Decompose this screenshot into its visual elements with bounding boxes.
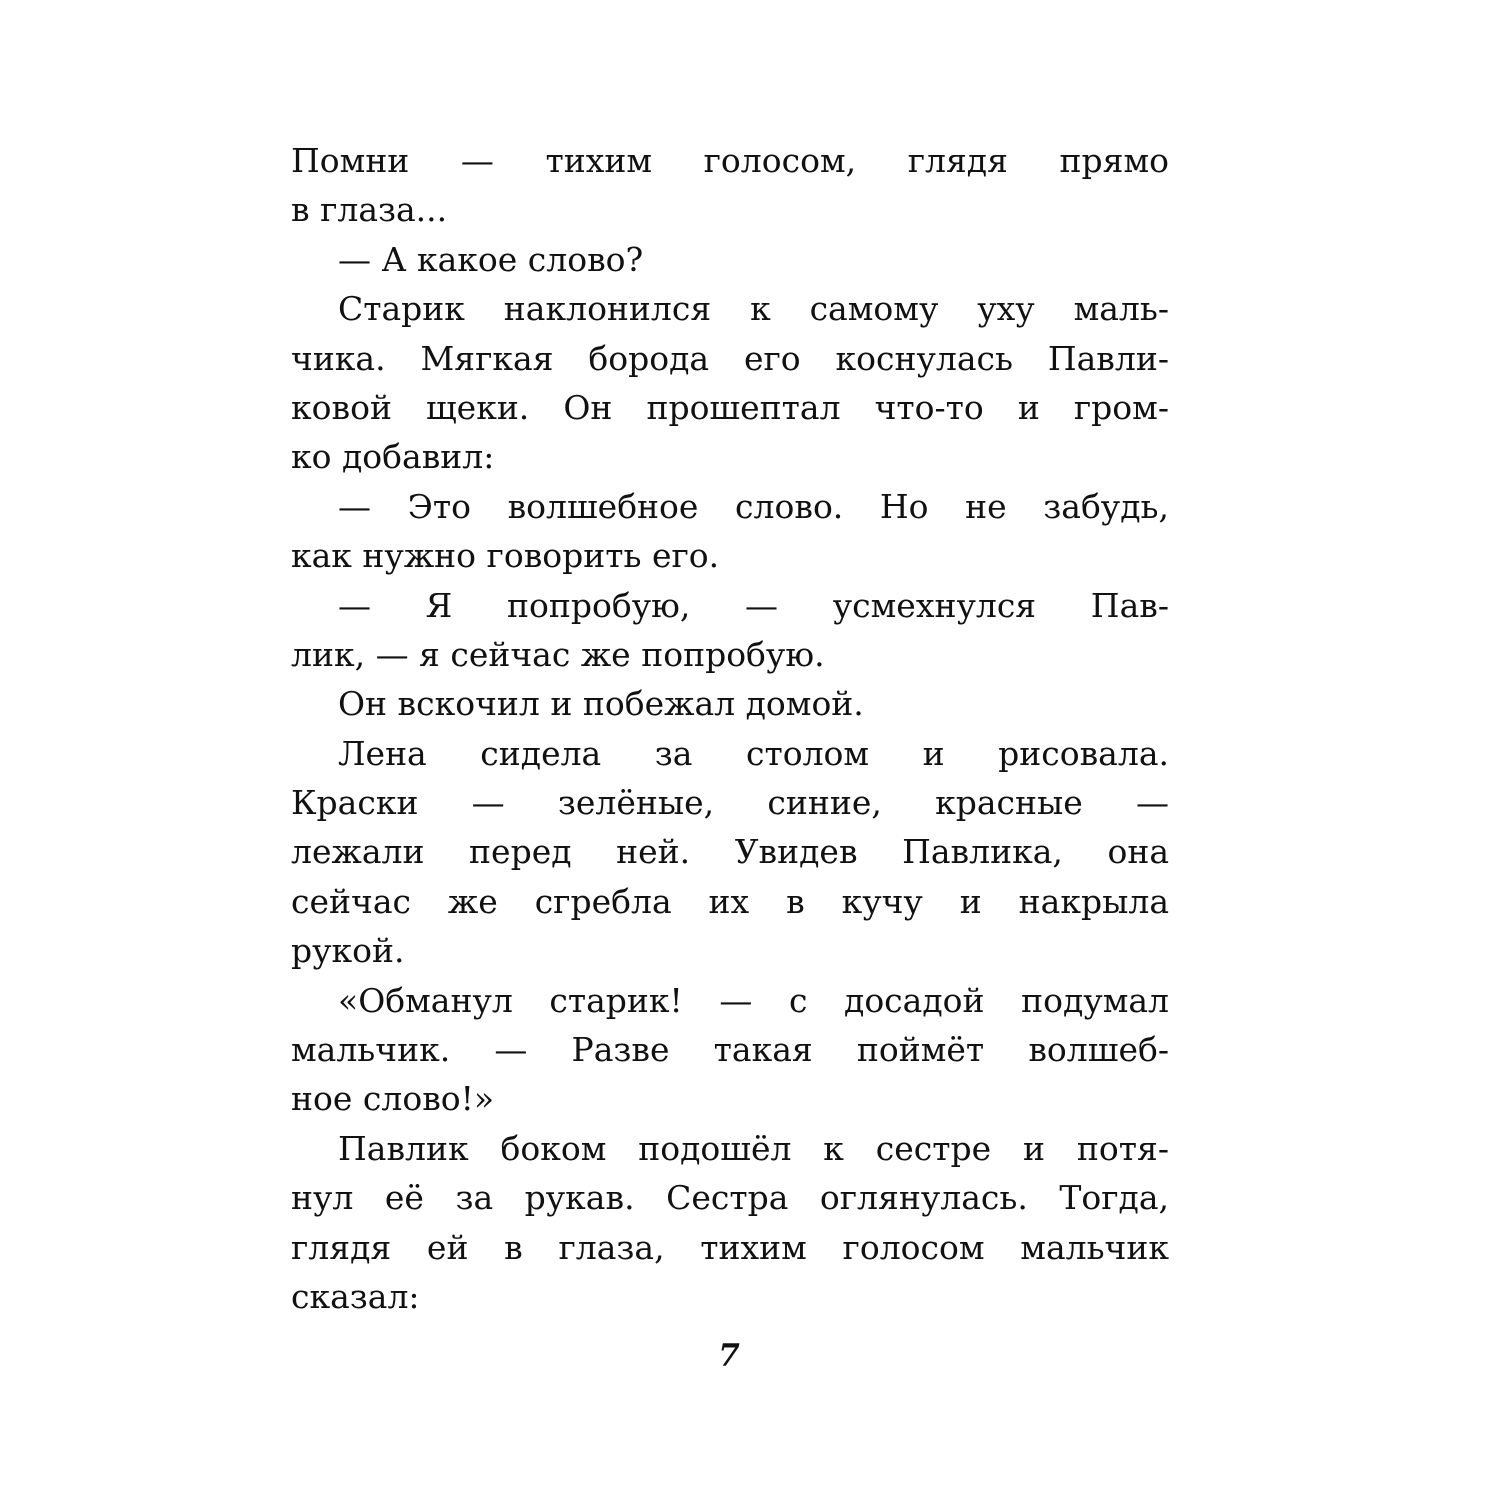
text-line: Лена сидела за столом и рисовала. bbox=[338, 733, 1169, 773]
text-line: как нужно говорить его. bbox=[291, 536, 720, 576]
text-line: глядя ей в глаза, тихим голосом мальчик bbox=[291, 1227, 1169, 1267]
text-line: Старик наклонился к самому уху маль- bbox=[338, 289, 1169, 329]
text-line: мальчик. — Разве такая поймёт волшеб- bbox=[291, 1030, 1169, 1070]
text-line: — А какое слово? bbox=[338, 239, 644, 279]
text-line: ковой щеки. Он прошептал что-то и гром- bbox=[291, 387, 1169, 427]
text-line: Помни — тихим голосом, глядя прямо bbox=[291, 141, 1169, 180]
text-line: нул её за рукав. Сестра оглянулась. Тогда, bbox=[291, 1178, 1169, 1218]
text-line: сейчас же сгребла их в кучу и накрыла bbox=[291, 881, 1169, 921]
text-line: Он вскочил и побежал домой. bbox=[338, 684, 864, 724]
page-number: 7 bbox=[718, 1338, 740, 1374]
text-line: рукой. bbox=[291, 931, 405, 971]
text-line: «Обманул старик! — с досадой подумал bbox=[338, 980, 1169, 1020]
page-body-text bbox=[291, 136, 1169, 1321]
text-line: сказал: bbox=[291, 1276, 420, 1316]
text-line: ко добавил: bbox=[291, 437, 495, 477]
text-line: Павлик боком подошёл к сестре и потя- bbox=[338, 1128, 1169, 1168]
text-line: лежали перед ней. Увидев Павлика, она bbox=[291, 832, 1169, 872]
text-line: — Это волшебное слово. Но не забудь, bbox=[338, 486, 1169, 526]
text-line: лик, — я сейчас же попробую. bbox=[291, 634, 825, 674]
text-line: ное слово!» bbox=[291, 1079, 495, 1119]
text-line: чика. Мягкая борода его коснулась Павли- bbox=[291, 338, 1169, 378]
text-line: в глаза... bbox=[291, 190, 448, 230]
text-line: — Я попробую, — усмехнулся Пав- bbox=[338, 585, 1169, 625]
text-line: Краски — зелёные, синие, красные — bbox=[291, 783, 1169, 823]
